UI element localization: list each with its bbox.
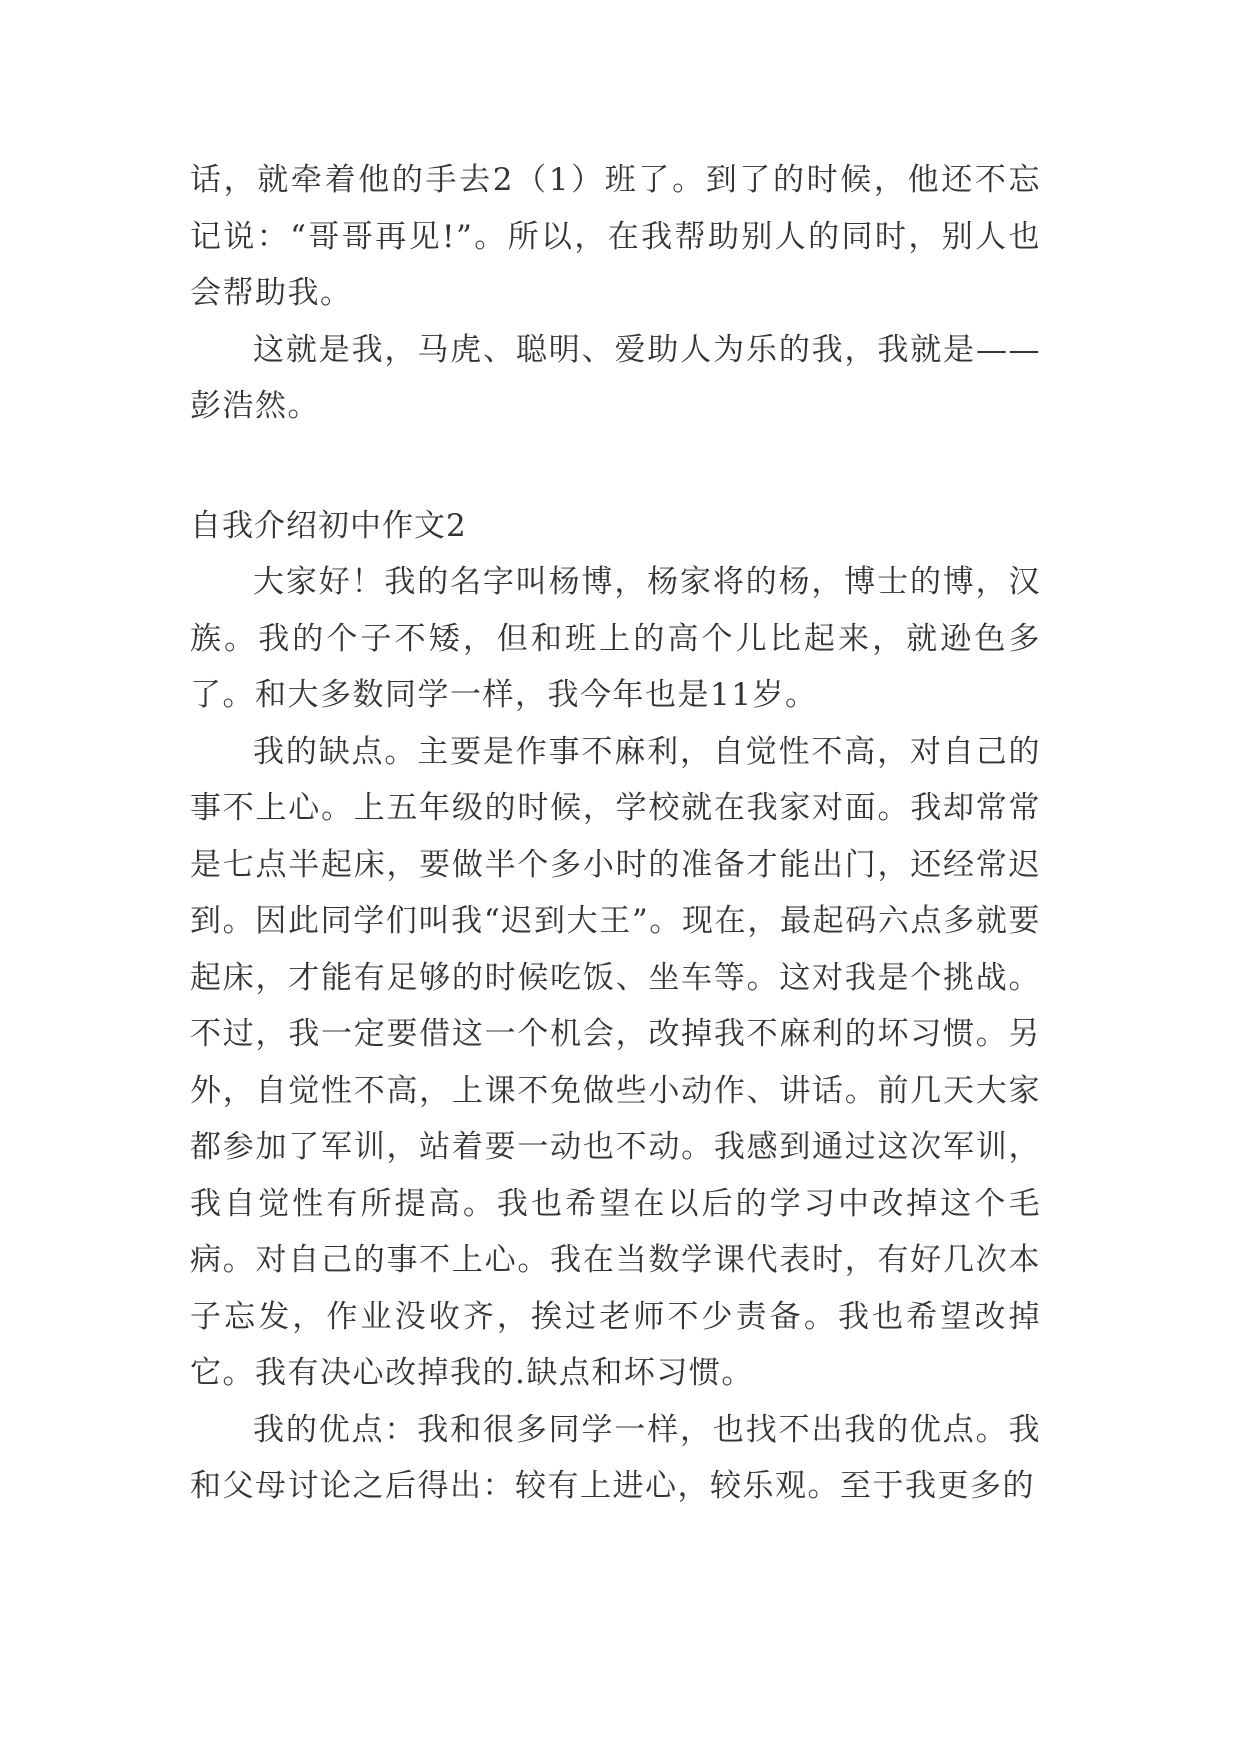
paragraph-strengths: 我的优点：我和很多同学一样，也找不出我的优点。我和父母讨论之后得出：较有上进心，较乐观。至于我更多的	[190, 1411, 1041, 1504]
section-title: 自我介绍初中作文2	[190, 507, 467, 544]
paragraph-continuation: 话，就牵着他的手去2（1）班了。到了的时候，他还不忘记说：“哥哥再见!”。所以，在我帮助别人的同时，别人也会帮助我。	[190, 162, 1041, 311]
paragraph-introduction: 大家好！我的名字叫杨博，杨家将的杨，博士的博，汉族。我的个子不矮，但和班上的高个儿比起来，就逊色多了。和大多数同学一样，我今年也是11岁。	[190, 564, 1041, 713]
paragraph-conclusion: 这就是我，马虎、聪明、爱助人为乐的我，我就是——彭浩然。	[190, 331, 1041, 424]
paragraph-shortcomings: 我的缺点。主要是作事不麻利，自觉性不高，对自己的事不上心。上五年级的时候，学校就在我家对面。我却常常是七点半起床，要做半个多小时的准备才能出门，还经常迟到。因此同学们叫我“迟到大王”。现在，最起码六点多就要起床，才能有足够的时候吃饭、坐车等。这对我是个挑战。不过，我一定要借这一个机会，改掉我不麻利的坏习惯。另外，自觉性不高，上课不免做些小动作、讲话。前几天大家都参加了军训，站着要一动也不动。我感到通过这次军训，我自觉性有所提高。我也希望在以后的学习中改掉这个毛病。对自己的事不上心。我在当数学课代表时，有好几次本子忘发，作业没收齐，挨过老师不少责备。我也希望改掉它。我有决心改掉我的.缺点和坏习惯。	[190, 733, 1041, 1391]
